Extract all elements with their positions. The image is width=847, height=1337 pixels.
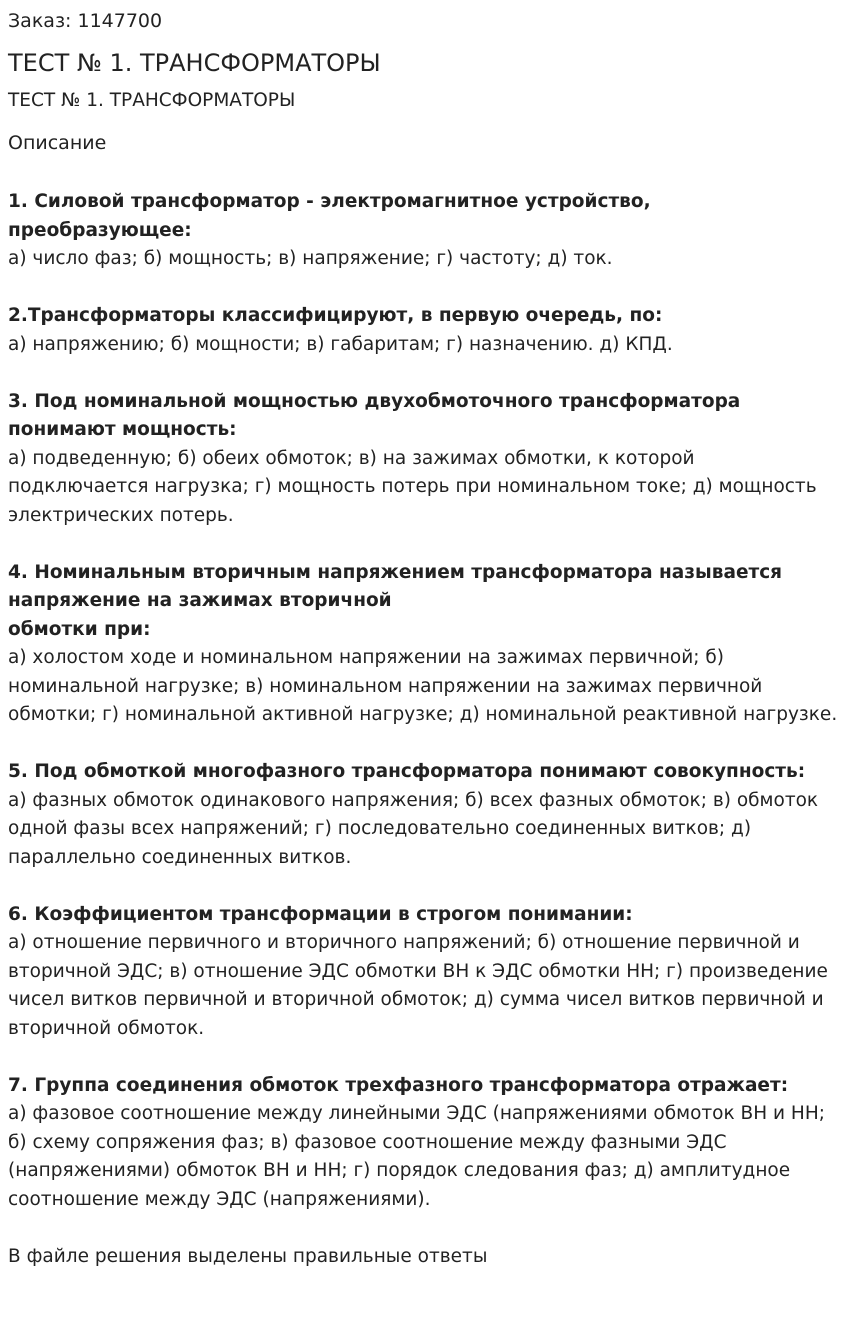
description-label: Описание [8,132,107,154]
order-number: Заказ: 1147700 [8,10,163,32]
footer-note: В файле решения выделены правильные ответы [8,1245,488,1267]
question-4 [8,559,839,730]
question-text: 5. Под обмоткой многофазного трансформатора понимают совокупность: [8,761,806,782]
description-content [8,188,839,1271]
question-answers: а) отношение первичного и вторичного напряжений; б) отношение первичной и вторичной ЭДС; в) отношение ЭДС обмотки ВН к ЭДС обмотки НН; г) произведение чисел витков первичной и вторичной обмоток; д) сумма чисел витков первичной и вторичной обмоток. [8,932,828,1039]
question-3 [8,388,839,531]
question-text-line-1: 4. Номинальным вторичным напряжением трансформатора называется напряжение на зажимах вторичной [8,561,783,611]
question-2 [8,302,839,359]
question-answers: а) подведенную; б) обеих обмоток; в) на зажимах обмотки, к которой подключается нагрузка; г) мощность потерь при номинальном токе; д) мощность электрических потерь. [8,447,817,526]
page-subtitle: ТЕСТ № 1. ТРАНСФОРМАТОРЫ [8,90,296,111]
question-answers: а) число фаз; б) мощность; в) напряжение; г) частоту; д) ток. [8,248,613,269]
question-text: 7. Группа соединения обмоток трехфазного трансформатора отражает: [8,1074,789,1096]
question-answers: а) холостом ходе и номинальном напряжении на зажимах первичной; б) номинальной нагрузке; в) номинальном напряжении на зажимах первичной обмотки; г) номинальной активной нагрузке; д) номинальной реактивной нагрузке. [8,647,838,725]
question-answers: а) фазных обмоток одинакового напряжения; б) всех фазных обмоток; в) обмоток одной фазы всех напряжений; г) последовательно соединенных витков; д) параллельно соединенных витков. [8,789,819,868]
question-6 [8,901,839,1044]
question-text-line-2: обмотки при: [8,618,151,640]
question-text: 2.Трансформаторы классифицируют, в первую очередь, по: [8,305,663,326]
question-5 [8,758,839,872]
question-7 [8,1072,839,1215]
question-text: 1. Силовой трансформатор - электромагнитное устройство, преобразующее: [8,191,651,241]
question-1 [8,188,839,274]
page-title: ТЕСТ № 1. ТРАНСФОРМАТОРЫ [8,49,381,77]
question-answers: а) напряжению; б) мощности; в) габаритам; г) назначению. д) КПД. [8,333,673,355]
question-answers: а) фазовое соотношение между линейными ЭДС (напряжениями обмоток ВН и НН; б) схему сопряжения фаз; в) фазовое соотношение между фазными ЭДС (напряжениями) обмоток ВН и НН; г) порядок следования фаз; д) амплитудное соотношение между ЭДС (напряжениями). [8,1103,825,1210]
question-text: 3. Под номинальной мощностью двухобмоточного трансформатора понимают мощность: [8,390,741,440]
question-text: 6. Коэффициентом трансформации в строгом понимании: [8,903,633,925]
